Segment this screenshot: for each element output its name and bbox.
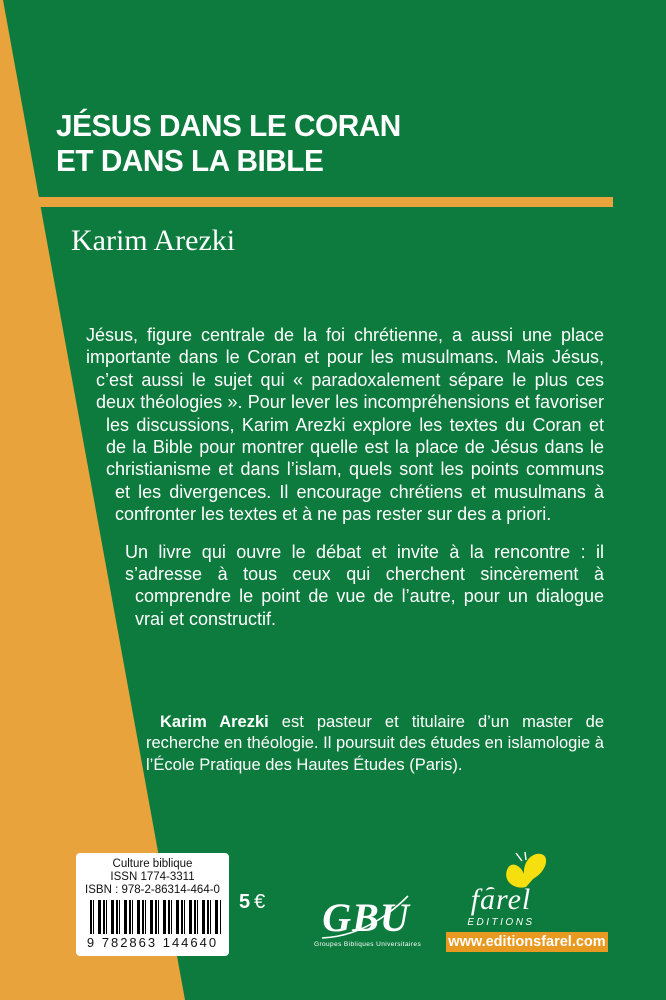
synopsis-paragraph-2: Un livre qui ouvre le débat et invite à la rencontre : il s’adresse à tous ceux qui cherchent sincèrement à comprendre le point de vue de l’autre, pour un dialogue vrai et constructif.	[125, 541, 604, 629]
gbu-swoosh-icon	[320, 892, 412, 942]
synopsis-text-block	[0, 324, 604, 648]
book-title-line2: ET DANS LA BIBLE	[56, 143, 324, 178]
farel-wordmark: farel	[470, 883, 532, 916]
price-amount: 5	[239, 891, 251, 913]
author-bio	[146, 712, 604, 776]
farel-editions-label: EDITIONS	[467, 917, 535, 928]
author-bio-text: est pasteur et titulaire d’un master de recherche en théologie. Il poursuit des études en islamologie à l’École Pratique des Hautes Études (Paris).	[146, 713, 605, 774]
barcode-panel	[76, 853, 229, 956]
author-name: Karim Arezki	[71, 224, 236, 257]
book-title-line1: JÉSUS DANS LE CORAN	[56, 108, 401, 143]
collection-label: Culture biblique	[112, 858, 193, 870]
diagonal-wrap-spacer	[0, 540, 125, 594]
book-title	[56, 108, 401, 178]
farel-accent-mark	[486, 886, 496, 894]
author-bio-name: Karim Arezki	[160, 713, 269, 731]
diagonal-wrap-spacer	[0, 378, 96, 432]
gbu-logo	[314, 895, 422, 949]
gbu-caption: Groupes Bibliques Universitaires	[314, 941, 422, 948]
diagonal-wrap-spacer	[0, 594, 135, 648]
isbn-label: ISBN : 978-2-86314-464-0	[85, 884, 220, 897]
price-label	[239, 891, 265, 914]
synopsis-paragraph-1: Jésus, figure centrale de la foi chrétienne, a aussi une place importante dans le Coran et pour les musulmans. Mais Jésus, c’est aussi le sujet qui « paradoxalement sépare le plus ces deux théologies ». Pour lever les incompréhensions et favoriser les discussions, Karim Arezki explore les textes du Coran et de la Bible pour montrer quelle est la place de Jésus dans le christianisme et dans l’islam, quels sont les points communs et les divergences. Il encourage chrétiens et musulmans à confronter les textes et à ne pas rester sur des a priori.	[86, 325, 604, 525]
euro-sign: €	[254, 891, 266, 913]
diagonal-wrap-spacer	[0, 324, 86, 378]
ean-barcode-bars	[90, 900, 221, 934]
diagonal-wrap-spacer	[0, 432, 106, 486]
publisher-website: www.editionsfarel.com	[446, 932, 608, 952]
diagonal-wrap-spacer	[0, 486, 115, 540]
issn-label: ISSN 1774-3311	[110, 871, 195, 884]
gbu-wordmark: GBU	[322, 895, 410, 940]
ean-barcode-number: 9 782863 144640	[86, 934, 219, 950]
